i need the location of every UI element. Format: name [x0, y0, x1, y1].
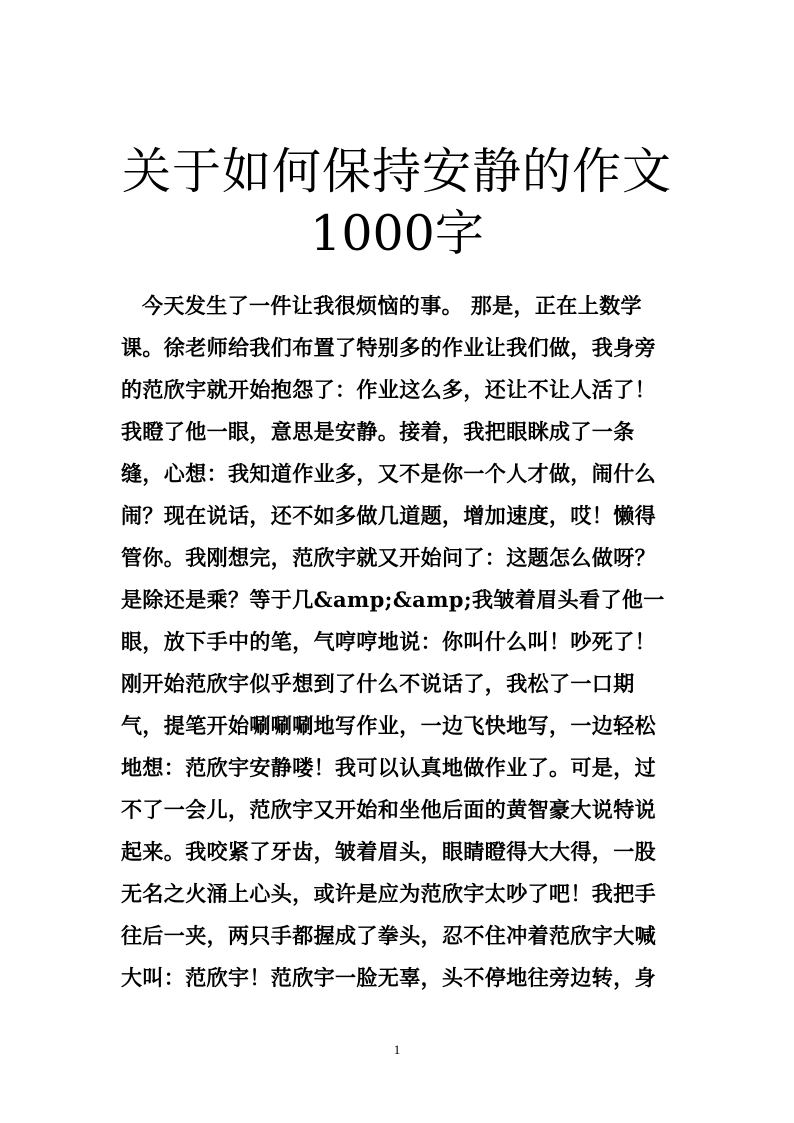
body-line-12: 地想：范欣宇安静喽！我可以认真地做作业了。可是，过	[121, 755, 656, 780]
body-line-16: 往后一夹，两只手都握成了拳头，忍不住冲着范欣宇大喊	[121, 923, 656, 948]
page-number: 1	[393, 1042, 401, 1057]
document-title-line-1: 关于如何保持安静的作文	[121, 143, 672, 200]
body-line-13: 不了一会儿，范欣宇又开始和坐他后面的黄智豪大说特说	[121, 797, 656, 822]
body-line-4: 我瞪了他一眼，意思是安静。接着，我把眼眯成了一条	[121, 419, 635, 444]
body-line-11: 气，提笔开始唰唰唰地写作业，一边飞快地写，一边轻松	[121, 713, 656, 738]
body-line-2: 课。徐老师给我们布置了特别多的作业让我们做，我身旁	[121, 335, 656, 360]
body-line-15: 无名之火涌上心头，或许是应为范欣宇太吵了吧！我把手	[121, 881, 656, 906]
body-line-17: 大叫：范欣宇！范欣宇一脸无辜，头不停地往旁边转，身	[121, 965, 656, 990]
body-line-9: 眼，放下手中的笔，气哼哼地说：你叫什么叫！吵死了！	[121, 629, 656, 654]
body-line-14: 起来。我咬紧了牙齿，皱着眉头，眼睛瞪得大大得，一股	[121, 839, 656, 864]
body-line-1: 今天发生了一件让我很烦恼的事。 那是，正在上数学	[142, 293, 642, 318]
body-line-5: 缝，心想：我知道作业多，又不是你一个人才做，闹什么	[121, 461, 656, 486]
body-line-6: 闹？现在说话，还不如多做几道题，增加速度，哎！懒得	[121, 503, 656, 528]
body-line-3: 的范欣宇就开始抱怨了：作业这么多，还让不让人活了！	[121, 377, 656, 402]
body-line-8: 是除还是乘？等于几&amp;&amp;我皱着眉头看了他一	[121, 587, 665, 612]
body-line-7: 管你。我刚想完，范欣宇就又开始问了：这题怎么做呀？	[121, 545, 656, 570]
body-line-10: 刚开始范欣宇似乎想到了什么不说话了，我松了一口期	[121, 671, 635, 696]
document-title-line-2: 1000字	[310, 205, 484, 262]
